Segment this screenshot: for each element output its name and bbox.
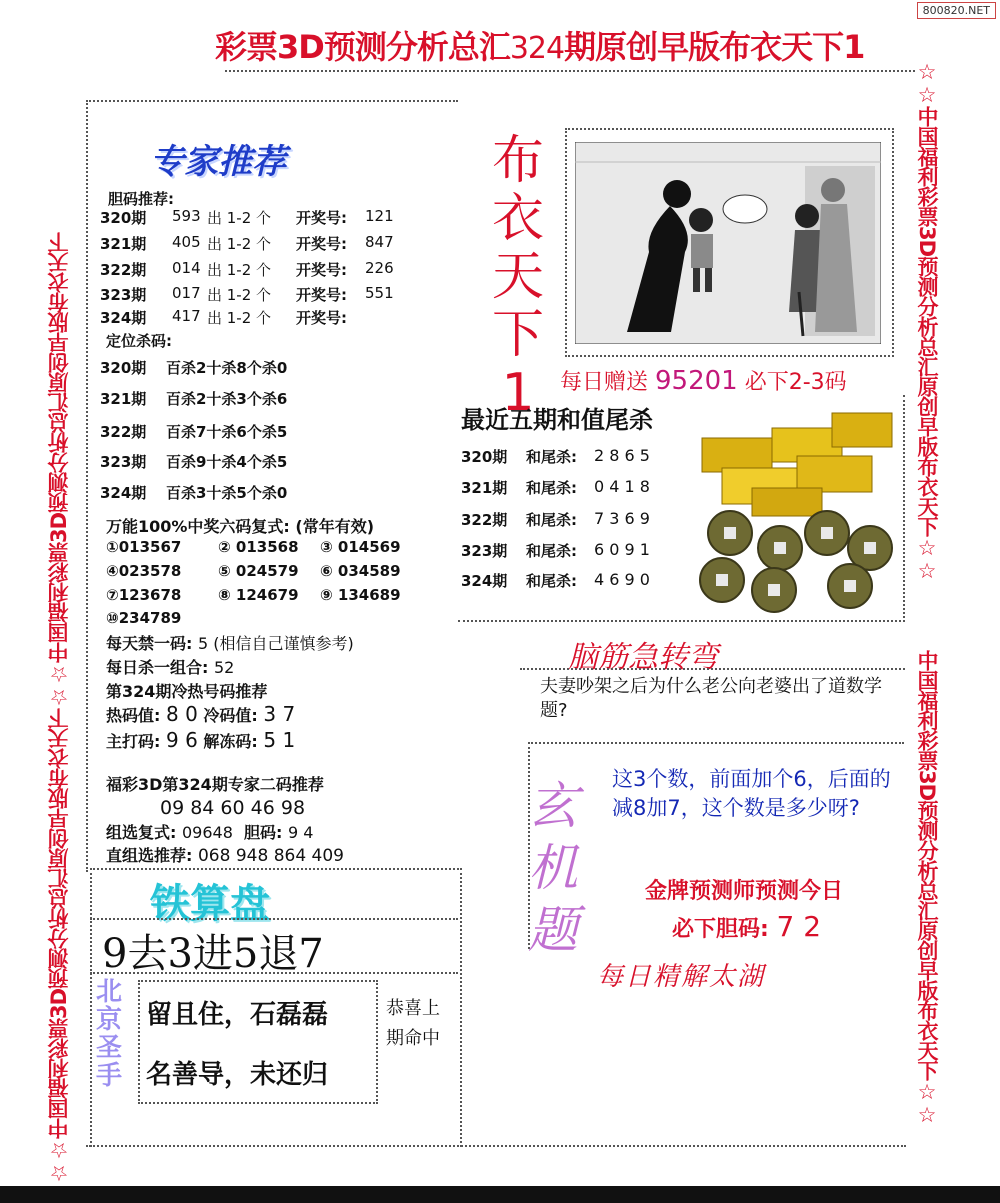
dan-code: 405 (172, 233, 201, 251)
dan-label: 开奖号: (296, 235, 347, 253)
jin-value: 5 (相信自己谨慎参考) (197, 634, 354, 653)
hezhi-label: 和尾杀: (526, 542, 577, 560)
hot-label: 热码值: (106, 706, 161, 725)
riddle-question (540, 675, 900, 723)
kill-issue: 324期 (100, 484, 147, 502)
wanneng-item: ⑦123678 (106, 586, 182, 604)
riddle-question-text: 夫妻吵架之后为什么老公向老婆出了道数学题? (540, 676, 882, 721)
dan-label: 开奖号: (296, 309, 347, 327)
dan-result: 226 (365, 259, 394, 277)
hezhi-label: 和尾杀: (526, 572, 577, 590)
daily-gift-prefix: 每日赠送 (560, 370, 649, 395)
kill-text: 百杀9十杀4个杀5 (166, 453, 288, 471)
daily-gift-value: 95201 (655, 366, 738, 396)
xuanji-title-text: 玄机题 (528, 777, 578, 959)
header-issue: 324 (509, 31, 565, 66)
kill-issue: 323期 (100, 453, 147, 471)
hezhi-label: 和尾杀: (526, 448, 577, 466)
hezhi-value: 7 3 6 9 (594, 509, 650, 528)
kill-text: 百杀2十杀8个杀0 (166, 359, 288, 377)
direct-value: 068 948 864 409 (197, 846, 344, 866)
hezhi-issue: 323期 (461, 542, 508, 560)
dan-result: 121 (365, 207, 394, 225)
hezhi-value: 2 8 6 5 (594, 446, 650, 465)
xuanji-title (528, 775, 586, 961)
riddle-title: 脑筋急转弯 (568, 640, 718, 675)
wanneng-item: ⑨ 134689 (320, 586, 401, 604)
dan-value2: 9 4 (288, 823, 314, 842)
tiesuanpan-divider (90, 918, 458, 920)
unfreeze-value: 5 1 (263, 728, 296, 752)
cold-label: 冷码值: (203, 706, 258, 725)
dan-label: 开奖号: (296, 209, 347, 227)
daily-gift-suffix: 必下2-3码 (744, 370, 847, 395)
hotcold-title: 第324期冷热号码推荐 (106, 682, 268, 701)
beijing-side-text: 北京圣手 (96, 977, 123, 1091)
dan-issue: 322期 (100, 261, 147, 279)
daily-gift-line (560, 365, 847, 396)
hot-value: 8 0 (165, 702, 198, 726)
hezhi-label: 和尾杀: (526, 479, 577, 497)
dan-code: 417 (172, 307, 201, 325)
page-header (215, 22, 864, 68)
xuanji-footer: 每日精解太湖 (597, 962, 766, 992)
kill-text: 百杀7十杀6个杀5 (166, 423, 288, 441)
hezhi-issue: 321期 (461, 479, 508, 497)
dan-issue: 324期 (100, 309, 147, 327)
main-value: 9 6 (165, 728, 198, 752)
hezhi-label: 和尾杀: (526, 511, 577, 529)
group-line (106, 820, 313, 843)
dan-issue: 320期 (100, 209, 147, 227)
beijing-line2: 名善导，未还归 (146, 1060, 329, 1090)
hezhi-value: 0 4 1 8 (594, 477, 650, 496)
wanneng-item: ④023578 (106, 562, 182, 580)
two-code-title: 福彩3D第324期专家二码推荐 (106, 775, 324, 794)
wanneng-item: ⑥ 034589 (320, 562, 401, 580)
wanneng-item: ③ 014569 (320, 538, 401, 556)
dan-count: 出 1-2 个 (207, 235, 272, 253)
hezhi-issue: 320期 (461, 448, 508, 466)
expert-title: 专家推荐 (150, 142, 286, 182)
header-prefix: 彩票3D预测分析总汇 (215, 28, 510, 66)
wanneng-item: ①013567 (106, 538, 182, 556)
dan-label: 开奖号: (296, 261, 347, 279)
sha-value: 52 (213, 658, 235, 677)
dan-title: 胆码推荐: (108, 190, 174, 208)
tiesuanpan-title: 铁算盘 (150, 881, 270, 927)
xuanji-text (612, 765, 894, 823)
main-unfreeze-line (106, 728, 295, 752)
kill-title: 定位杀码: (106, 332, 172, 350)
sha-label: 每日杀一组合: (106, 658, 209, 677)
group-value: 09648 (181, 823, 233, 842)
beijing-side (96, 978, 136, 1090)
direct-label: 直组选推荐: (106, 846, 193, 865)
must-label: 必下胆码: (672, 917, 769, 942)
beijing-line1: 留且住，石磊磊 (146, 1000, 329, 1030)
kill-issue: 322期 (100, 423, 147, 441)
sha-line (106, 655, 234, 678)
right-side-banner-bottom: 中国福利彩票3D预测分析总汇原创早版布衣天下☆☆ (915, 650, 939, 1127)
wanneng-item: ⑧ 124679 (218, 586, 299, 604)
watermark-text: 800820.NET (922, 4, 990, 17)
right-side-banner-top: ☆☆中国福利彩票3D预测分析总汇原创早版布衣天下☆☆ (915, 60, 939, 583)
dan-count: 出 1-2 个 (207, 286, 272, 304)
bottom-edge (0, 1186, 1000, 1203)
unfreeze-label: 解冻码: (203, 732, 258, 751)
wanneng-item: ⑤ 024579 (218, 562, 299, 580)
dan-issue: 321期 (100, 235, 147, 253)
jin-label: 每天禁一码: (106, 634, 193, 653)
kill-text: 百杀3十杀5个杀0 (166, 484, 288, 502)
watermark-badge (917, 2, 996, 19)
hezhi-issue: 322期 (461, 511, 508, 529)
dan-code: 017 (172, 284, 201, 302)
dan-count: 出 1-2 个 (207, 309, 272, 327)
wanneng-title: 万能100%中奖六码复式: (常年有效) (106, 517, 375, 536)
must-line (672, 910, 821, 943)
hezhi-value: 6 0 9 1 (594, 540, 650, 559)
hezhi-value: 4 6 9 0 (594, 570, 650, 589)
must-value: 7 2 (776, 910, 822, 943)
group-label: 组选复式: (106, 823, 177, 842)
header-suffix: 期原创早版布衣天下1 (564, 28, 865, 66)
wanneng-item: ⑩234789 (106, 609, 182, 627)
hezhi-issue: 324期 (461, 572, 508, 590)
left-side-banner: ☆☆中国福利彩票3D预测分析总汇原创早版布衣天下☆☆中国福利彩票3D预测分析总汇原创早版布衣天下 (47, 232, 71, 1185)
gold-coins-image (692, 408, 897, 618)
kill-text: 百杀2十杀3个杀6 (166, 390, 288, 408)
header-dotted-line (225, 70, 915, 72)
kill-issue: 321期 (100, 390, 147, 408)
beijing-note-text: 恭喜上期命中 (386, 998, 440, 1049)
dan-label: 开奖号: (296, 286, 347, 304)
dan-label2: 胆码: (244, 823, 283, 842)
xuanji-text-body: 这3个数，前面加个6，后面的减8加7，这个数是多少呀? (612, 767, 891, 820)
hot-cold-line (106, 702, 295, 726)
cold-value: 3 7 (263, 702, 296, 726)
kill-issue: 320期 (100, 359, 147, 377)
dan-code: 593 (172, 207, 201, 225)
tiesuanpan-line: 9去3进5退7 (102, 931, 324, 977)
golden-line: 金牌预测师预测今日 (645, 879, 844, 904)
tiesuanpan-divider-2 (90, 972, 458, 974)
beijing-note (386, 994, 442, 1054)
dan-issue: 323期 (100, 286, 147, 304)
buyi-title (488, 132, 548, 422)
dan-code: 014 (172, 259, 201, 277)
wanneng-item: ② 013568 (218, 538, 299, 556)
buyi-title-text: 布衣天下1 (491, 131, 544, 423)
dan-count: 出 1-2 个 (207, 209, 272, 227)
jin-line (106, 631, 354, 654)
direct-line (106, 843, 344, 866)
main-label: 主打码: (106, 732, 161, 751)
dan-result: 847 (365, 233, 394, 251)
cartoon-illustration (575, 142, 881, 344)
dan-count: 出 1-2 个 (207, 261, 272, 279)
two-code-values: 09 84 60 46 98 (160, 797, 306, 819)
riddle-divider (520, 668, 905, 670)
dan-result: 551 (365, 284, 394, 302)
hezhi-title: 最近五期和值尾杀 (461, 406, 653, 434)
